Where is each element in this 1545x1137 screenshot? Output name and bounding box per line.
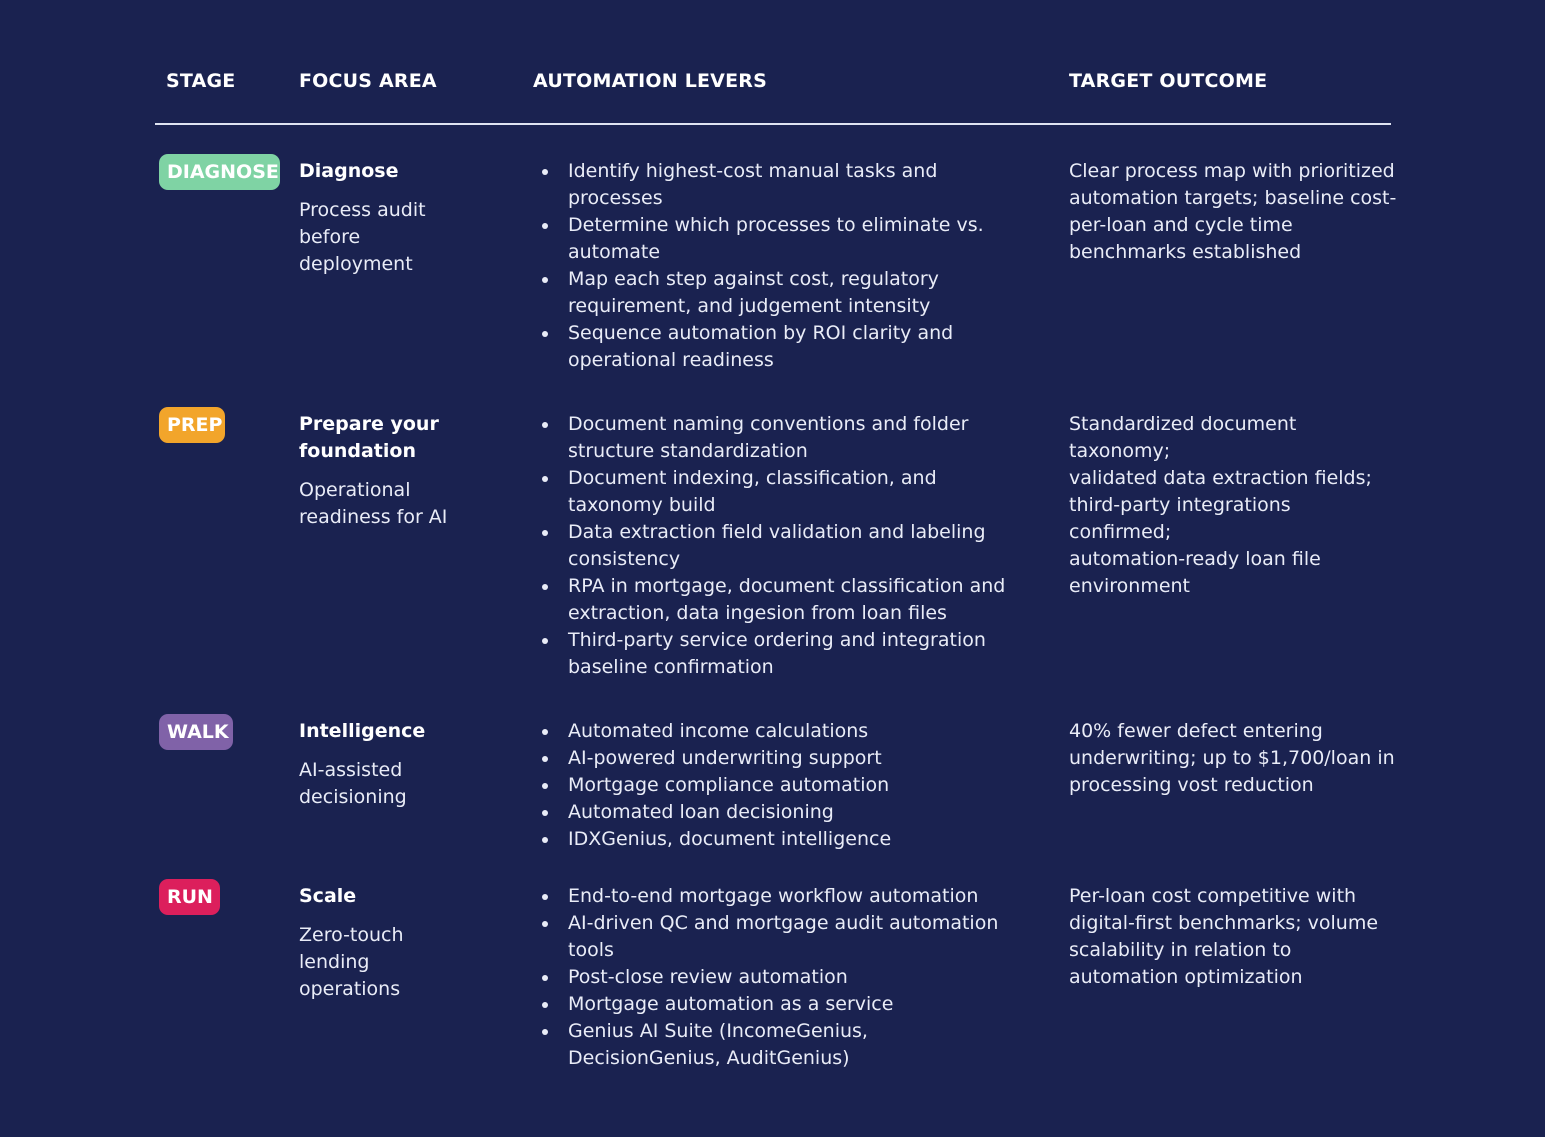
lever-item: Map each step against cost, regulatory requirement, and judgement intensity xyxy=(537,266,1007,320)
automation-levers-list xyxy=(537,158,1007,374)
lever-item: Automated income calculations xyxy=(537,718,1007,745)
lever-item: Mortgage automation as a service xyxy=(537,991,1007,1018)
outcome-text: Per-loan cost competitive with digital-first benchmarks; volume scalability in relation to automation optimization xyxy=(1069,885,1379,988)
lever-item: Document naming conventions and folder structure standardization xyxy=(537,411,1007,465)
lever-item: Third-party service ordering and integration baseline confirmation xyxy=(537,627,1007,681)
lever-item: Identify highest-cost manual tasks and processes xyxy=(537,158,1007,212)
target-outcome-cell xyxy=(1069,718,1404,799)
lever-item: End-to-end mortgage workflow automation xyxy=(537,883,1007,910)
header-target-outcome: TARGET OUTCOME xyxy=(1069,70,1268,92)
automation-levers-list xyxy=(537,883,1007,1072)
lever-item: Sequence automation by ROI clarity and operational readiness xyxy=(537,320,1007,374)
automation-levers-list xyxy=(537,718,1007,853)
outcome-text: automation-ready loan file environment xyxy=(1069,548,1321,597)
stage-badge-diagnose: DIAGNOSE xyxy=(159,154,280,190)
focus-title: Scale xyxy=(299,885,357,907)
target-outcome-cell xyxy=(1069,158,1404,266)
focus-area-cell xyxy=(299,718,489,811)
outcome-text: Clear process map with prioritized automation targets; baseline cost-per-loan and cycle time benchmarks established xyxy=(1069,160,1397,263)
stage-badge-run: RUN xyxy=(159,879,220,915)
outcome-text: validated data extraction fields; xyxy=(1069,467,1372,489)
lever-item: Mortgage compliance automation xyxy=(537,772,1007,799)
focus-title: Diagnose xyxy=(299,160,399,182)
header-stage: STAGE xyxy=(166,70,236,92)
lever-item: Document indexing, classification, and taxonomy build xyxy=(537,465,1007,519)
target-outcome-cell xyxy=(1069,883,1404,991)
lever-item: Data extraction field validation and labeling consistency xyxy=(537,519,1007,573)
focus-subtitle: Process audit before deployment xyxy=(299,199,426,275)
header-divider xyxy=(155,123,1391,125)
focus-title: Intelligence xyxy=(299,720,426,742)
outcome-text: third-party integrations confirmed; xyxy=(1069,494,1291,543)
focus-area-cell xyxy=(299,883,489,1003)
focus-area-cell xyxy=(299,158,489,278)
focus-title: Prepare your foundation xyxy=(299,413,439,462)
header-automation-levers: AUTOMATION LEVERS xyxy=(533,70,767,92)
target-outcome-cell xyxy=(1069,411,1404,600)
lever-item: Post-close review automation xyxy=(537,964,1007,991)
focus-area-cell xyxy=(299,411,489,531)
lever-item: AI-driven QC and mortgage audit automation tools xyxy=(537,910,1007,964)
outcome-text: 40% fewer defect entering underwriting; up to $1,700/loan in processing vost reduction xyxy=(1069,720,1395,796)
focus-subtitle: Zero-touch lending operations xyxy=(299,924,404,1000)
automation-levers-list xyxy=(537,411,1007,681)
lever-item: RPA in mortgage, document classification and extraction, data ingesion from loan files xyxy=(537,573,1007,627)
lever-item: Determine which processes to eliminate vs. automate xyxy=(537,212,1007,266)
lever-item: Genius AI Suite (IncomeGenius, DecisionGenius, AuditGenius) xyxy=(537,1018,1007,1072)
stage-badge-walk: WALK xyxy=(159,714,233,750)
outcome-text: Standardized document taxonomy; xyxy=(1069,413,1297,462)
header-focus-area: FOCUS AREA xyxy=(299,70,437,92)
lever-item: AI-powered underwriting support xyxy=(537,745,1007,772)
stage-badge-prep: PREP xyxy=(159,407,225,443)
lever-item: IDXGenius, document intelligence xyxy=(537,826,1007,853)
focus-subtitle: Operational readiness for AI xyxy=(299,479,448,528)
lever-item: Automated loan decisioning xyxy=(537,799,1007,826)
focus-subtitle: AI-assisted decisioning xyxy=(299,759,407,808)
